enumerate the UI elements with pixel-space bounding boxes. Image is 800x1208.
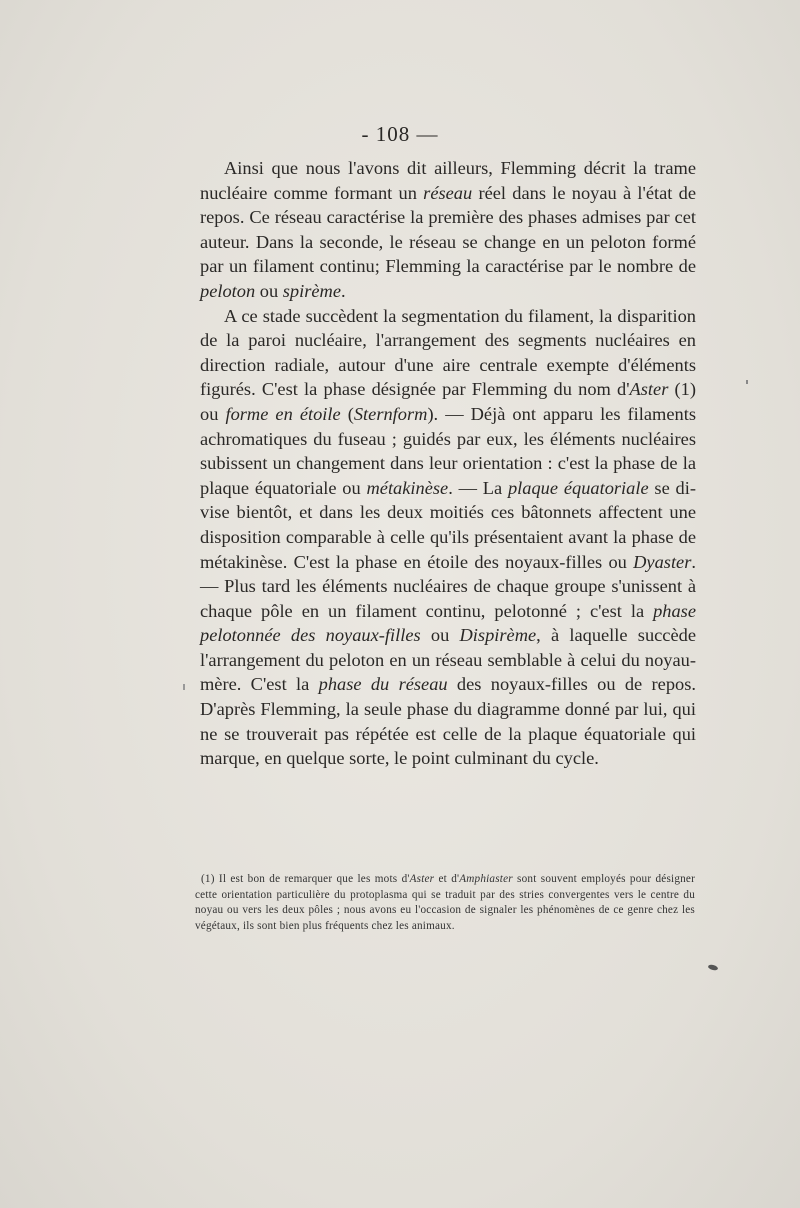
paragraph-2 — [200, 304, 696, 771]
footnote — [195, 872, 695, 934]
italic-term: Aster — [409, 873, 435, 885]
text-run: et d' — [434, 873, 460, 885]
italic-term: forme en étoile — [225, 403, 341, 424]
italic-term: Amphiaster — [459, 873, 513, 885]
italic-term: phase du réseau — [318, 674, 448, 695]
text-run: ). — Déjà ont apparu les filaments achromatiques du fuseau ; guidés par eux, les éléments nucléaires subissent un changement dans leur orientation : c'est la phase de la plaque équatoriale ou — [200, 403, 696, 498]
paragraph-1 — [200, 156, 696, 304]
text-run: Ainsi que nous l'avons dit ailleurs, Flemming décrit la trame nucléaire comme formant un — [200, 158, 696, 203]
italic-term: Aster — [629, 379, 669, 400]
page-number: - 108 — — [361, 122, 439, 146]
text-run: réel dans le noyau à l'état de repos. Ce réseau caractérise la première des phases admises par cet auteur. Dans la seconde, le réseau se change en un peloton formé par un filament continu; Flemming la caractérise par le nombre de — [200, 182, 696, 277]
text-run: (1) Il est bon de remarquer que les mots d' — [201, 873, 410, 885]
text-run: . — [341, 280, 346, 301]
ink-speck — [746, 380, 748, 384]
ink-speck — [708, 964, 719, 971]
italic-term: Dyaster — [633, 551, 692, 572]
text-run: des noyaux-filles ou de repos. D'après Flemming, la seule phase du diagramme donné par lui, qui ne se trouverait pas répétée est celle de la plaque équatoriale qui marque, en quelque sorte, le point culminant du cycle. — [200, 674, 696, 769]
text-run: sont souvent employés pour désigner cette orientation particulière du protoplasma qui se traduit par des stries convergentes vers le centre du noyau ou vers les deux pôles ; nous avons eu l'occasion de signaler les phénomènes de ce genre chez les végétaux, ils sont bien plus fréquents chez les animaux. — [195, 873, 695, 932]
text-run: se divise bientôt, et dans les deux moitiés ces bâtonnets affectent une disposition comparable à celle qu'ils présentaient avant la phase de métakinèse. C'est la phase en étoile des noyaux-filles ou — [200, 477, 696, 572]
italic-term: plaque équatoriale — [507, 477, 649, 498]
italic-term: Sternform — [353, 403, 428, 424]
text-run: . — Plus tard les éléments nucléaires de chaque groupe s'unissent à chaque pôle en un filament continu, pelotonné ; c'est la — [200, 551, 696, 621]
italic-term: Dispirème — [459, 625, 537, 646]
text-run: ou — [255, 280, 283, 301]
footnote-text — [195, 872, 695, 934]
text-run: ou — [420, 625, 460, 646]
ink-speck — [183, 684, 185, 690]
italic-term: réseau — [423, 182, 473, 203]
italic-term: spirème — [282, 280, 341, 301]
text-run: . — La — [448, 477, 508, 498]
text-run: ( — [340, 403, 354, 424]
italic-term: phase pelotonnée des noyaux-filles — [200, 600, 696, 646]
text-run: , à laquelle succède l'arrangement du peloton en un réseau semblable à celui du noyau-mère. C'est la — [200, 625, 696, 695]
text-run: A ce stade succèdent la segmentation du filament, la disparition de la paroi nucléaire, l'arrangement des segments nucléaires en direction radiale, autour d'une aire centrale exempte d'éléments figurés. C'est la phase désignée par Flemming du nom d' — [200, 305, 696, 400]
text-run: (1) ou — [200, 379, 696, 424]
italic-term: métakinèse — [366, 477, 449, 498]
italic-term: peloton — [200, 280, 256, 301]
body-text — [200, 156, 696, 771]
